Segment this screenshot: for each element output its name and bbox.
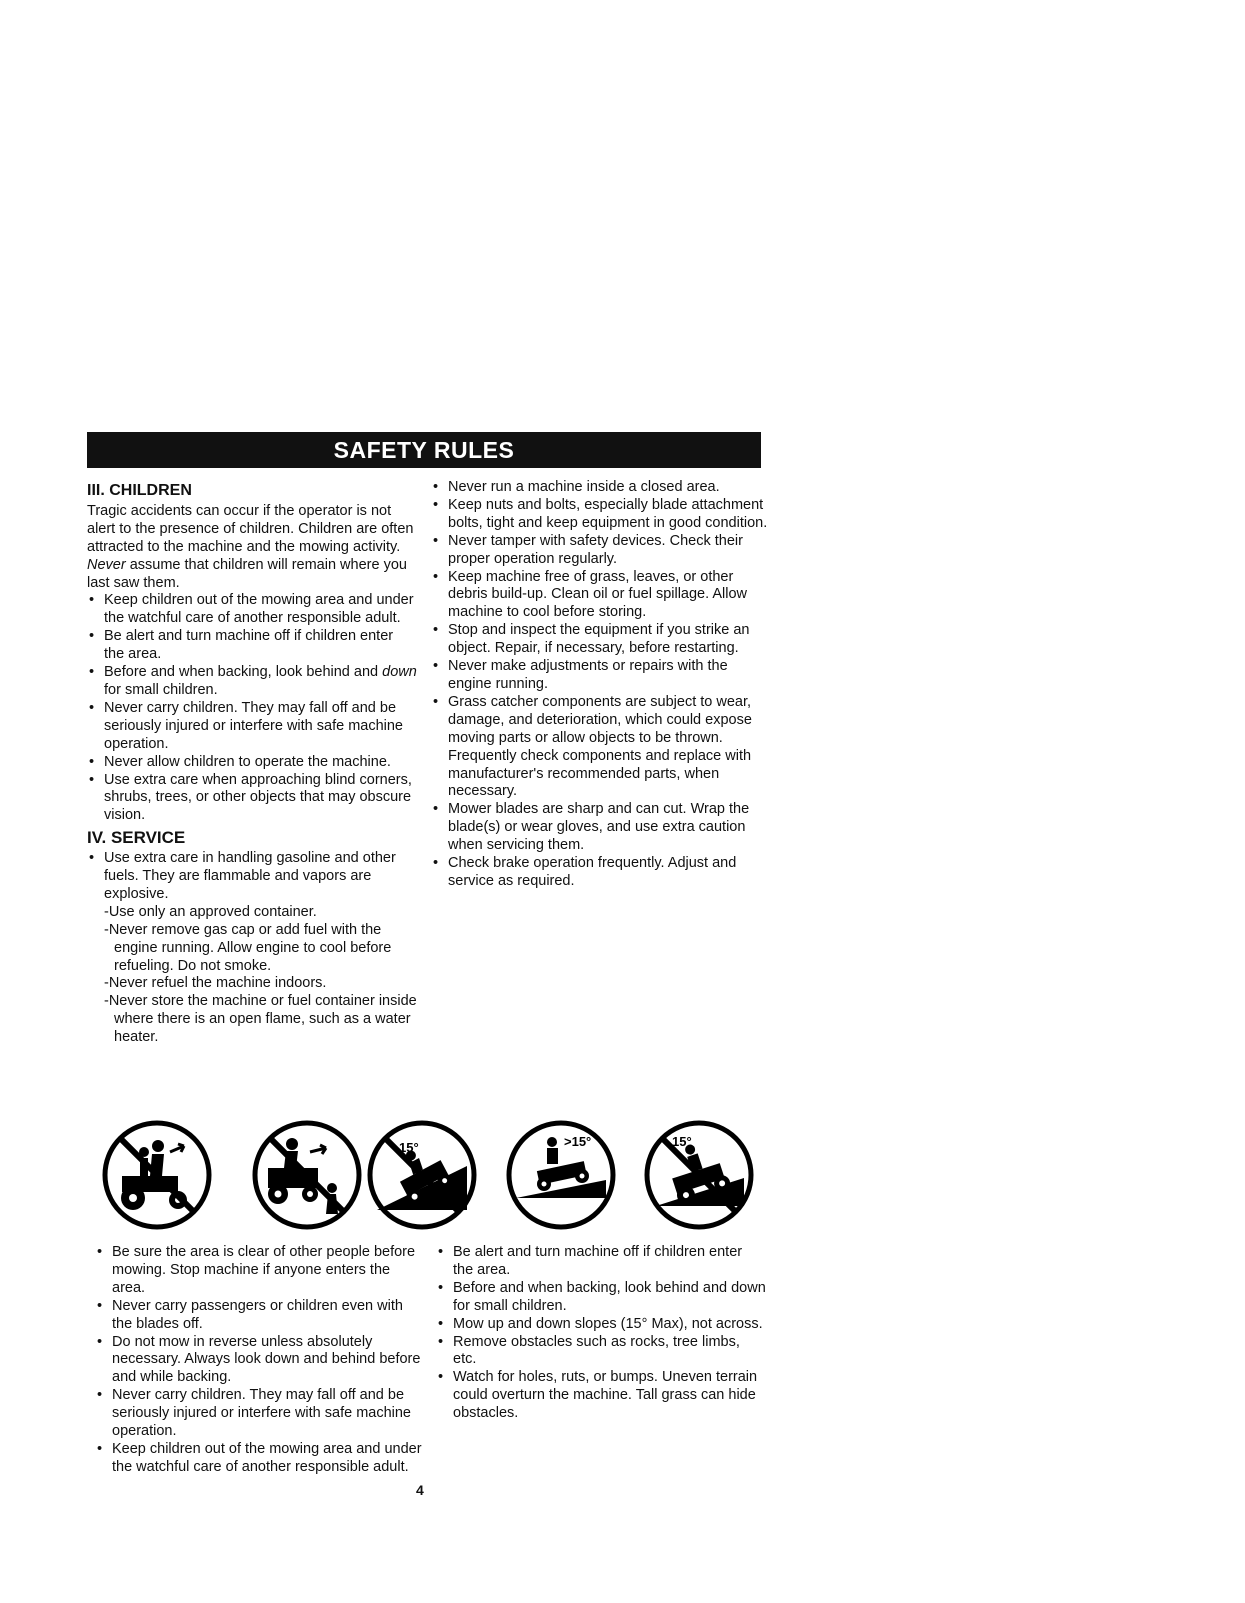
list-item: • Before and when backing, look behind and down for small children.: [436, 1280, 766, 1316]
children-intro-emphasis: Never: [87, 556, 126, 573]
bottom-right-column: [436, 1244, 766, 1423]
list-item: • Be alert and turn machine off if children enter the area.: [436, 1244, 766, 1280]
no-steep-slope-icon: [365, 1118, 479, 1232]
list-item: • Never carry children. They may fall off and be seriously injured or interfere with safe machine operation.: [87, 700, 417, 754]
slope-label: 15°: [672, 1134, 692, 1149]
list-item: • Keep nuts and bolts, especially blade attachment bolts, tight and keep equipment in good condition.: [431, 497, 771, 533]
max-slope-icon: [504, 1118, 618, 1232]
list-item-text: for small children.: [104, 681, 218, 698]
slope-label: 15°: [399, 1140, 419, 1155]
list-item: • Keep children out of the mowing area and under the watchful care of another responsible adult.: [87, 592, 417, 628]
list-item: • Watch for holes, ruts, or bumps. Uneven terrain could overturn the machine. Tall grass can hide obstacles.: [436, 1369, 766, 1423]
list-item-text: Before and when backing, look behind and: [104, 664, 383, 681]
list-item: • Be alert and turn machine off if children enter the area.: [87, 628, 417, 664]
bottom-right-list: [436, 1244, 766, 1423]
list-item: • Mow up and down slopes (15° Max), not across.: [436, 1316, 766, 1334]
list-item: [87, 664, 417, 700]
safety-icons-row: [100, 1118, 772, 1248]
no-passengers-icon: [100, 1118, 214, 1232]
right-column: [431, 479, 771, 891]
list-item: • Never run a machine inside a closed area.: [431, 479, 771, 497]
left-column: [87, 482, 417, 1047]
slope-label: >15°: [564, 1134, 592, 1149]
bottom-left-list: [95, 1244, 425, 1477]
service-list: [87, 850, 417, 904]
no-slope-tipover-icon: [642, 1118, 756, 1232]
list-item: • Never tamper with safety devices. Check their proper operation regularly.: [431, 533, 771, 569]
service-list-continued: [431, 479, 771, 891]
list-item: • Never carry children. They may fall off and be seriously injured or interfere with safe machine operation.: [95, 1387, 425, 1441]
sub-item: -Never store the machine or fuel container inside where there is an open flame, such as a water heater.: [104, 993, 417, 1046]
sub-item: -Never refuel the machine indoors.: [104, 975, 327, 992]
list-item: • Be sure the area is clear of other people before mowing. Stop machine if anyone enters the area.: [95, 1244, 425, 1298]
children-intro: [87, 503, 417, 593]
list-item: • Check brake operation frequently. Adjust and service as required.: [431, 855, 771, 891]
list-item: • Use extra care in handling gasoline and other fuels. They are flammable and vapors are explosive.: [87, 850, 417, 904]
list-item: • Never allow children to operate the machine.: [87, 754, 417, 772]
safety-rules-banner: SAFETY RULES: [87, 432, 761, 468]
children-list: [87, 592, 417, 825]
children-intro-text-2: assume that children will remain where you last saw them.: [87, 556, 407, 591]
service-heading: IV. SERVICE: [87, 828, 186, 848]
children-heading: III. CHILDREN: [87, 482, 192, 499]
list-item: • Use extra care when approaching blind corners, shrubs, trees, or other objects that may obscure vision.: [87, 772, 417, 826]
service-sublist: [104, 904, 417, 1047]
sub-item: -Use only an approved container.: [104, 903, 317, 920]
children-intro-text: Tragic accidents can occur if the operator is not alert to the presence of children. Children are often attracted to the machine and the mowing activity.: [87, 502, 414, 555]
list-item: • Stop and inspect the equipment if you strike an object. Repair, if necessary, before restarting.: [431, 622, 771, 658]
list-item-emphasis: down: [382, 664, 417, 681]
list-item: • Keep children out of the mowing area and under the watchful care of another responsible adult.: [95, 1441, 425, 1477]
list-item: • Never make adjustments or repairs with the engine running.: [431, 658, 771, 694]
list-item: • Never carry passengers or children even with the blades off.: [95, 1298, 425, 1334]
sub-item: -Never remove gas cap or add fuel with the engine running. Allow engine to cool before refueling. Do not smoke.: [104, 921, 392, 974]
no-children-icon: [250, 1118, 364, 1232]
list-item: • Grass catcher components are subject to wear, damage, and deterioration, which could expose moving parts or allow objects to be thrown. Frequently check components and replace with manufacturer's recommended parts, when necessary.: [431, 694, 771, 801]
list-item: • Mower blades are sharp and can cut. Wrap the blade(s) or wear gloves, and use extra caution when servicing them.: [431, 801, 771, 855]
list-item: • Do not mow in reverse unless absolutely necessary. Always look down and behind before and while backing.: [95, 1334, 425, 1388]
page-number: 4: [416, 1482, 424, 1498]
list-item: • Remove obstacles such as rocks, tree limbs, etc.: [436, 1334, 766, 1370]
bottom-left-column: [95, 1244, 425, 1477]
list-item: • Keep machine free of grass, leaves, or other debris build-up. Clean oil or fuel spillage. Allow machine to cool before storing.: [431, 569, 771, 623]
